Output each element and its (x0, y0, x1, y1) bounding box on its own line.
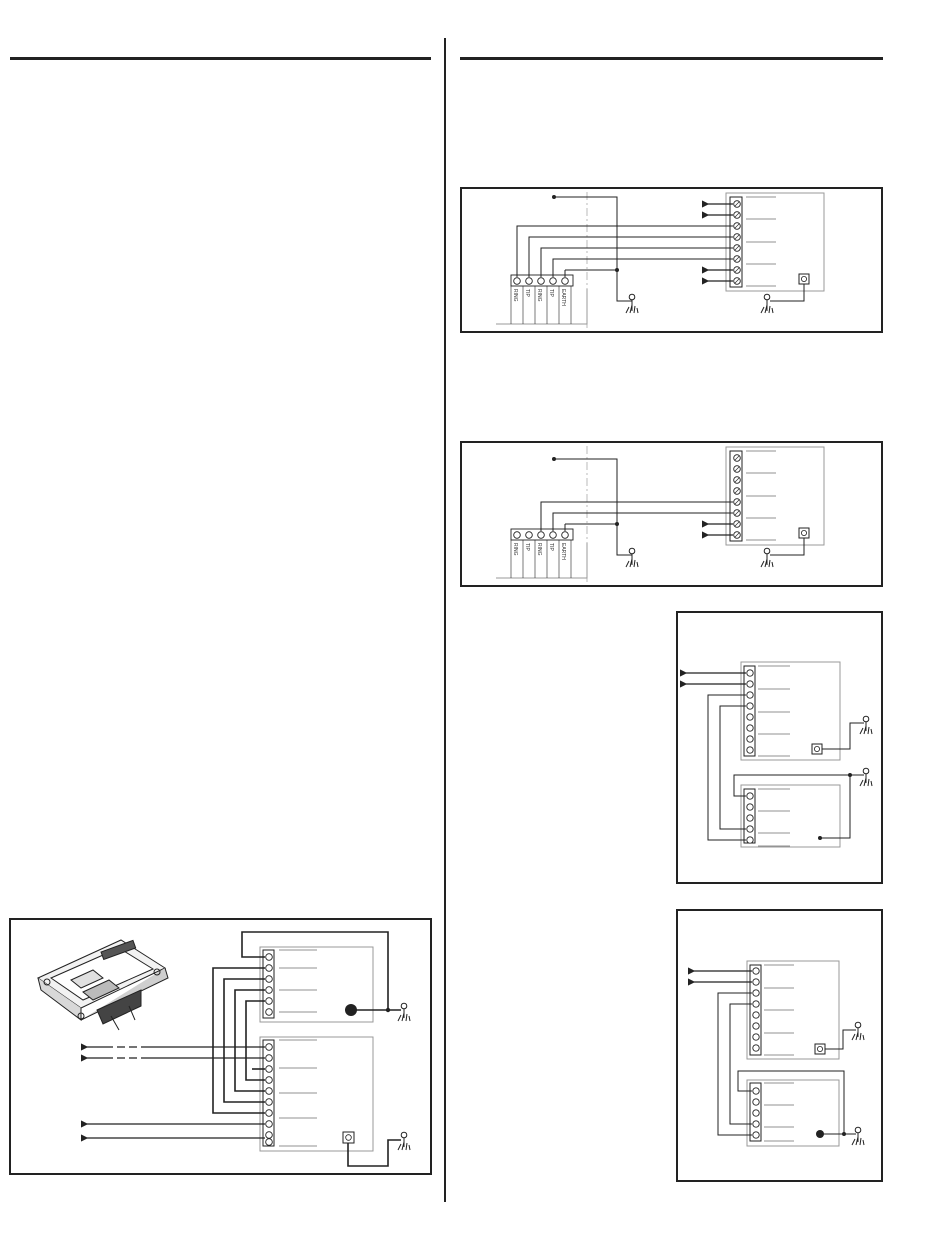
protector-terminal-labels (512, 543, 566, 560)
left-column-header-rule (10, 57, 431, 60)
ground-symbol-icon (852, 1127, 864, 1145)
housing-illustration (38, 940, 168, 1030)
ground-symbol-icon (398, 1003, 410, 1021)
protector-terminal-labels (512, 289, 566, 306)
terminal-label-ring-2: RING (536, 289, 542, 302)
terminal-label-tip-1: TIP (524, 543, 530, 551)
ground-symbol-icon (860, 768, 872, 786)
ground-symbol-icon (626, 548, 638, 567)
wiring-diagram-3 (676, 611, 883, 884)
ground-symbol-icon (626, 294, 638, 313)
wiring-diagram-5 (9, 918, 432, 1175)
ground-symbol-icon (761, 548, 773, 567)
terminal-label-ring-1: RING (512, 289, 518, 302)
terminal-screws-right (734, 201, 741, 285)
terminal-label-ring-1: RING (512, 543, 518, 556)
wiring-diagram-4 (676, 909, 883, 1182)
wiring-diagram-1 (460, 187, 883, 333)
right-column-header-rule (460, 57, 883, 60)
terminal-label-earth: EARTH (560, 289, 566, 306)
terminal-label-tip-2: TIP (548, 543, 554, 551)
terminal-label-ring-2: RING (536, 543, 542, 556)
column-divider (444, 38, 446, 1202)
ground-symbol-icon (761, 294, 773, 313)
ground-symbol-icon (860, 716, 872, 734)
wiring-diagram-2 (460, 441, 883, 587)
terminal-label-earth: EARTH (560, 543, 566, 560)
terminal-label-tip-1: TIP (524, 289, 530, 297)
ground-symbol-icon (852, 1022, 864, 1040)
terminal-label-tip-2: TIP (548, 289, 554, 297)
ground-symbol-icon (398, 1132, 410, 1150)
